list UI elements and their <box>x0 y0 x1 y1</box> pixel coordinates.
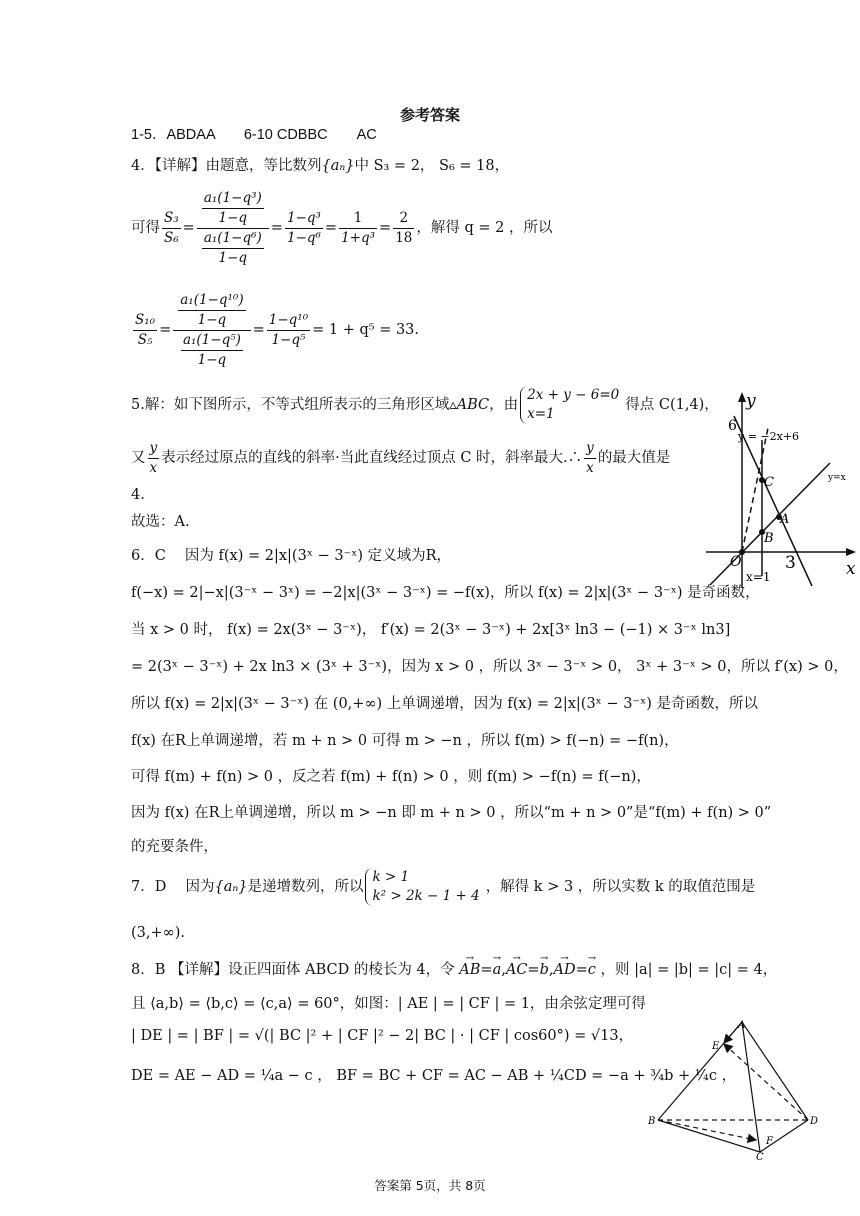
tetra-label-A: A <box>738 1020 746 1031</box>
q5-line3: 4. <box>131 487 145 503</box>
graph-label-x1: x=1 <box>746 570 771 584</box>
q4-intro-line <box>131 156 509 176</box>
q5-line4: 故选：A. <box>131 514 190 530</box>
q4-s10s5: $\frac{\text{S₁₀}}{\text{S₅}}$ <box>135 311 156 348</box>
q8-line1: 8．B 【详解】设正四面体 ABCD 的棱长为 4，令 → AB=→ a,→ AC=→ b,→ AD=→ c ，则 |a| = |b| = |c| = 4， <box>131 960 777 980</box>
q4-frac3: $\frac{1}{\text{1+q³}}$ <box>341 209 376 246</box>
q4-given: 中 S₃ = 2， S₆ = 18， <box>354 158 510 174</box>
q5-line1: 5.解：如下图所示，不等式组所表示的三角形区域 ▵ABC ，由 2x + y − 6=0 x=1 得点 C(1,4)， <box>131 387 719 422</box>
q8-line4: DE = AE − AD = ¼a − c ， BF = BC + CF = AC − AB + ¼CD = −a + ¾b + ¼c ， <box>131 1068 737 1084</box>
graph-label-O: O <box>730 554 742 570</box>
tetrahedron-diagram <box>644 1016 824 1160</box>
q6-line8: 因为 f(x) 在R上单调递增，所以 m > −n 即 m + n > 0 ，所以“m + n > 0”是“f(m) + f(n) > 0” <box>131 805 772 821</box>
q5-graph <box>700 388 858 593</box>
graph-line2-label: y=x <box>828 473 846 483</box>
q8-line2: 且 ⟨a,b⟩ = ⟨b,c⟩ = ⟨c,a⟩ = 60°，如图：| AE | = | CF | = 1，由余弦定理可得 <box>131 996 646 1012</box>
q6-line6: f(x) 在R上单调递增，若 m + n > 0 可得 m > −n ，所以 f(m) > f(−n) = −f(n)， <box>131 733 679 749</box>
graph-y-label: y <box>746 391 756 411</box>
q7-seq: {aₙ} <box>214 879 248 895</box>
graph-line1-label: y = −2x+6 <box>738 430 800 443</box>
q6-line4: = 2(3ˣ − 3⁻ˣ) + 2x ln3 × (3ˣ + 3⁻ˣ)，因为 x > 0 ，所以 3ˣ − 3⁻ˣ > 0， 3ˣ + 3⁻ˣ > 0，所以 f′(x) > 0， <box>131 659 848 675</box>
graph-label-3: 3 <box>785 553 796 573</box>
q6-line7: 可得 f(m) + f(n) > 0 ，反之若 f(m) + f(n) > 0 ，则 f(m) > −f(n) = f(−n)， <box>131 769 651 785</box>
tetra-label-C: C <box>756 1152 764 1160</box>
graph-label-B: B <box>764 531 774 546</box>
q7-line1: 7．D 因为 {aₙ} 是递增数列，所以 k > 1 k² > 2k − 1 + 4 ，解得 k > 3 ，所以实数 k 的取值范围是 <box>131 869 756 904</box>
q4-result-line: $\frac{\text{S₁₀}}{\text{S₅}}$ = $\frac{\frac{\text{a₁(1−q¹⁰)}}{1-q}}{\frac{\text{a₁(1−q⁵)}}{1-q}}$ = $\frac{\text{1−q¹⁰}}{\text{1−q⁵}}$ = 1 + q⁵ = 33. <box>135 291 420 368</box>
q4-s3s6: $\frac{\text{S₃}}{\text{S₆}}$ <box>164 209 179 246</box>
q6-line2: f(−x) = 2|−x|(3⁻ˣ − 3ˣ) = −2|x|(3ˣ − 3⁻ˣ) = −f(x)，所以 f(x) = 2|x|(3ˣ − 3⁻ˣ) 是奇函数， <box>131 585 760 601</box>
q4-compound-frac2: $\frac{\frac{\text{a₁(1−q¹⁰)}}{1-q}}{\frac{\text{a₁(1−q⁵)}}{1-q}}$ <box>173 291 250 370</box>
q8-line3: | DE | = | BF | = √(| BC |² + | CF |² − 2| BC | · | CF | cos60°) = √13， <box>131 1028 634 1044</box>
vec-b: → b <box>540 960 549 980</box>
q4-intro: 4．【详解】由题意，等比数列 <box>131 158 322 174</box>
tetra-label-B: B <box>648 1116 656 1127</box>
q6-line1: 6．C 因为 f(x) = 2|x|(3ˣ − 3⁻ˣ) 定义域为R， <box>131 548 452 564</box>
q4-conclusion: ，解得 q = 2 ，所以 <box>416 220 553 236</box>
q4-seq: {aₙ} <box>321 158 355 174</box>
q7-line2: (3,+∞). <box>131 925 185 941</box>
graph-label-C: C <box>764 475 774 490</box>
q5-system: 2x + y − 6=0 x=1 <box>520 386 623 424</box>
q5-yx-frac2: $\frac{y}{x}$ <box>586 439 594 476</box>
tetra-label-D: D <box>810 1116 819 1127</box>
tetra-label-E: E <box>712 1041 720 1052</box>
vec-c: → c <box>588 960 596 980</box>
q5-line2: 又 $\frac{y}{x}$ 表示经过原点的直线的斜率·当此直线经过顶点 C 时，斜率最大.∴ $\frac{y}{x}$ 的最大值是 <box>131 439 671 476</box>
q4-lead: 可得 <box>131 220 160 236</box>
graph-x-label: x <box>846 559 856 579</box>
graph-label-6: 6 <box>728 418 737 434</box>
q6-line9: 的充要条件， <box>131 839 218 855</box>
vec-ad: → AD <box>553 960 575 980</box>
q6-line5: 所以 f(x) = 2|x|(3ˣ − 3⁻ˣ) 在 (0,+∞) 上单调递增，因为 f(x) = 2|x|(3ˣ − 3⁻ˣ) 是奇函数，所以 <box>131 696 758 712</box>
q5-yx-frac: $\frac{y}{x}$ <box>149 439 158 476</box>
q7-system: k > 1 k² > 2k − 1 + 4 <box>365 868 483 906</box>
vec-a: → a <box>493 960 502 980</box>
q4-compound-frac: $\frac{\frac{\text{a₁(1−q³)}}{1-q}}{\frac{\text{a₁(1−q⁶)}}{1-q}}$ <box>197 189 269 268</box>
graph-label-A: A <box>780 512 790 527</box>
q4-frac4: $\frac{2}{18}$ <box>395 209 413 246</box>
tetra-label-F: F <box>766 1136 773 1147</box>
answer-key: 1-5．ABDAA 6-10 CDBBC AC <box>131 127 377 143</box>
q4-frac2: $\frac{\text{1−q³}}{\text{1−q⁶}}$ <box>286 209 321 246</box>
q6-line3: 当 x > 0 时， f(x) = 2x(3ˣ − 3⁻ˣ)， f′(x) = 2(3ˣ − 3⁻ˣ) + 2x[3ˣ ln3 − (−1) × 3⁻ˣ ln3] <box>131 622 731 638</box>
q4-ratio-line: 可得 $\frac{\text{S₃}}{\text{S₆}}$ = $\frac{\frac{\text{a₁(1−q³)}}{1-q}}{\frac{\text{a₁(1−q⁶)}}{1-q}}$ = $\frac{\text{1−q³}}{\text{1−q⁶}}$ = $\frac{1}{\text{1+q³}}$ = $\frac{2}{18}$ ，解得 q = 2 ，所以 <box>131 189 553 266</box>
vec-ac: → AC <box>506 960 528 980</box>
page-title: 参考答案 <box>399 106 460 124</box>
q4-frac5: $\frac{\text{1−q¹⁰}}{\text{1−q⁵}}$ <box>268 311 309 348</box>
vec-ab: → AB <box>459 960 480 980</box>
page-footer: 答案第 5页，共 8页 <box>374 1178 486 1193</box>
q4-result: = 1 + q⁵ = 33. <box>312 322 420 338</box>
q5-triangle: ▵ABC <box>449 397 490 413</box>
